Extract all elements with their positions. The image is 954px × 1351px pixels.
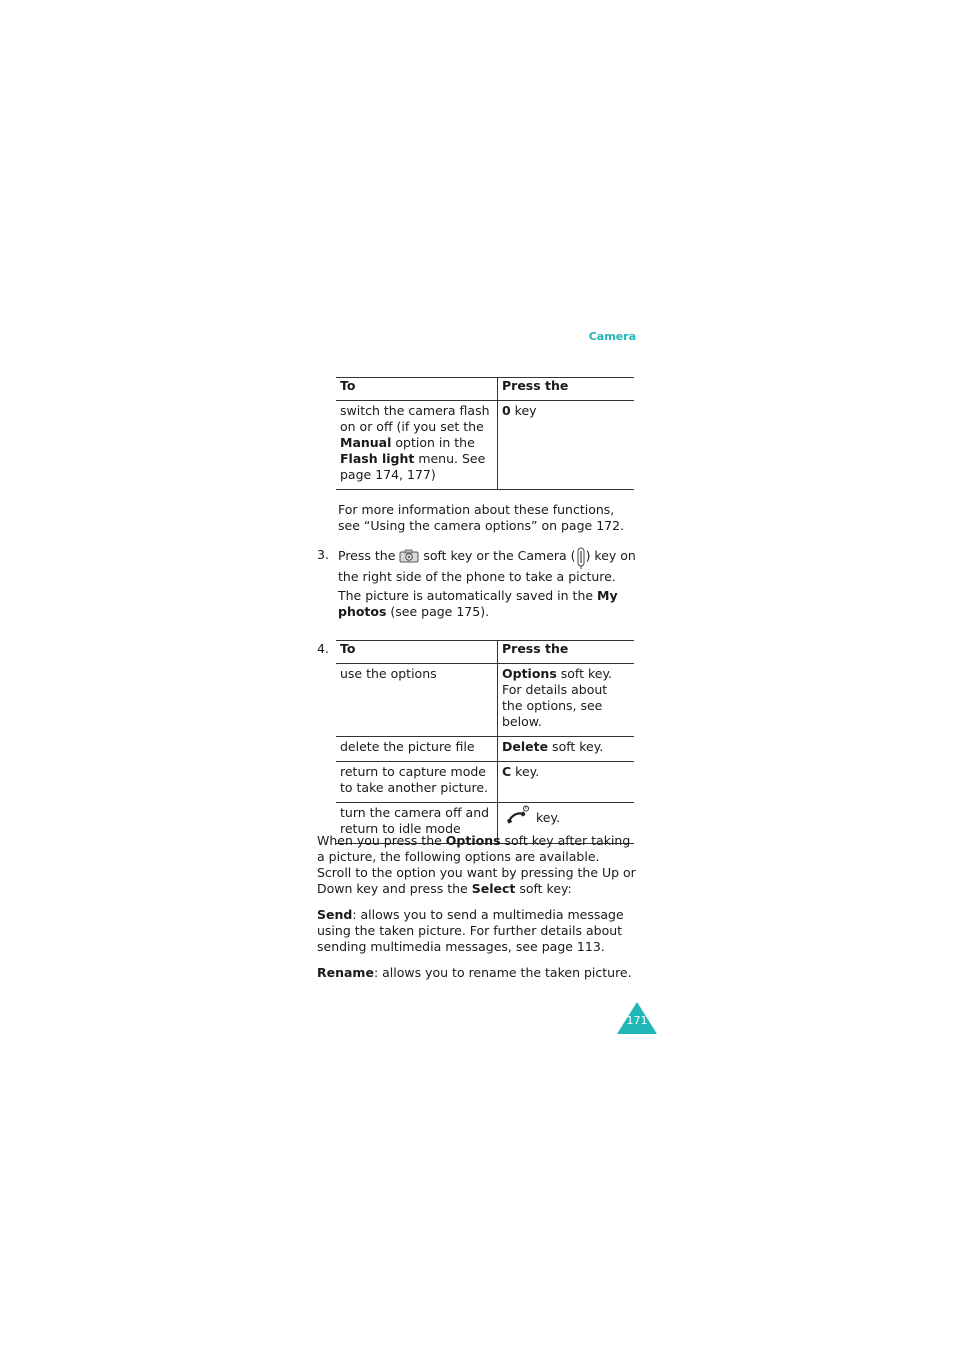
col-header-to: To bbox=[336, 378, 498, 401]
more-info-paragraph: For more information about these functions, see “Using the camera options” on page 172. bbox=[338, 502, 625, 533]
bold-term: Manual bbox=[340, 435, 392, 450]
text: The picture is automatically saved in the bbox=[338, 588, 598, 603]
text: option in the bbox=[391, 435, 475, 450]
camera-key-icon bbox=[576, 547, 586, 569]
text: soft key after taking a picture, the following options are available. Scroll to the option you want by pressing the Up or Down key and press the bbox=[317, 833, 636, 896]
key-name: Options bbox=[502, 666, 557, 681]
flash-key-table bbox=[336, 377, 634, 490]
text: soft key. For details about the options, see below. bbox=[502, 666, 613, 729]
text: soft key: bbox=[515, 881, 572, 896]
row-key bbox=[498, 664, 635, 737]
key-name: C bbox=[502, 764, 512, 779]
row-key bbox=[498, 401, 635, 490]
text: : allows you to send a multimedia message using the taken picture. For further details about sending multimedia messages, see page 113. bbox=[317, 907, 624, 954]
text: key bbox=[510, 403, 537, 418]
row-action bbox=[336, 401, 498, 490]
row-action: return to capture mode to take another picture. bbox=[336, 762, 498, 803]
saved-paragraph bbox=[338, 588, 638, 620]
text: key. bbox=[511, 764, 540, 779]
row-action: turn the camera off and return to idle mode bbox=[336, 803, 498, 844]
text: menu. See page 174, 177) bbox=[340, 451, 486, 482]
col-header-press: Press the bbox=[498, 641, 635, 664]
bold-term: Rename bbox=[317, 965, 374, 980]
rename-paragraph bbox=[317, 965, 637, 981]
row-key bbox=[498, 762, 635, 803]
step-number: 4. bbox=[317, 641, 329, 656]
bold-term: My photos bbox=[338, 588, 618, 619]
bold-term: Flash light bbox=[340, 451, 415, 466]
page-number: 171 bbox=[626, 1014, 648, 1027]
row-action: use the options bbox=[336, 664, 498, 737]
text: soft key. bbox=[548, 739, 604, 754]
text: soft key or the Camera ( bbox=[419, 548, 576, 563]
bold-term: Select bbox=[471, 881, 516, 896]
options-key-table bbox=[336, 640, 634, 844]
text: ) key on the right side of the phone to take a picture. bbox=[338, 548, 636, 584]
text: : allows you to rename the taken picture. bbox=[373, 965, 632, 980]
row-action: delete the picture file bbox=[336, 737, 498, 762]
col-header-to: To bbox=[336, 641, 498, 664]
table-row bbox=[336, 664, 634, 737]
table-row bbox=[336, 401, 634, 490]
table-row bbox=[336, 737, 634, 762]
table-row bbox=[336, 762, 634, 803]
camera-icon bbox=[399, 549, 419, 567]
end-key-icon bbox=[506, 805, 530, 829]
col-header-press: Press the bbox=[498, 378, 635, 401]
step-number: 3. bbox=[317, 547, 329, 562]
text: (see page 175). bbox=[386, 604, 490, 619]
text: switch the camera flash on or off (if you set the bbox=[340, 403, 490, 434]
bold-term: Send bbox=[317, 907, 353, 922]
text: key. bbox=[536, 810, 561, 825]
row-key bbox=[498, 737, 635, 762]
step3-text bbox=[338, 547, 638, 585]
options-intro-paragraph bbox=[317, 833, 637, 897]
text: When you press the bbox=[317, 833, 446, 848]
key-name: 0 bbox=[502, 403, 511, 418]
text: Press the bbox=[338, 548, 400, 563]
send-paragraph bbox=[317, 907, 637, 955]
section-title: Camera bbox=[588, 330, 636, 343]
key-name: Delete bbox=[502, 739, 549, 754]
bold-term: Options bbox=[445, 833, 501, 848]
